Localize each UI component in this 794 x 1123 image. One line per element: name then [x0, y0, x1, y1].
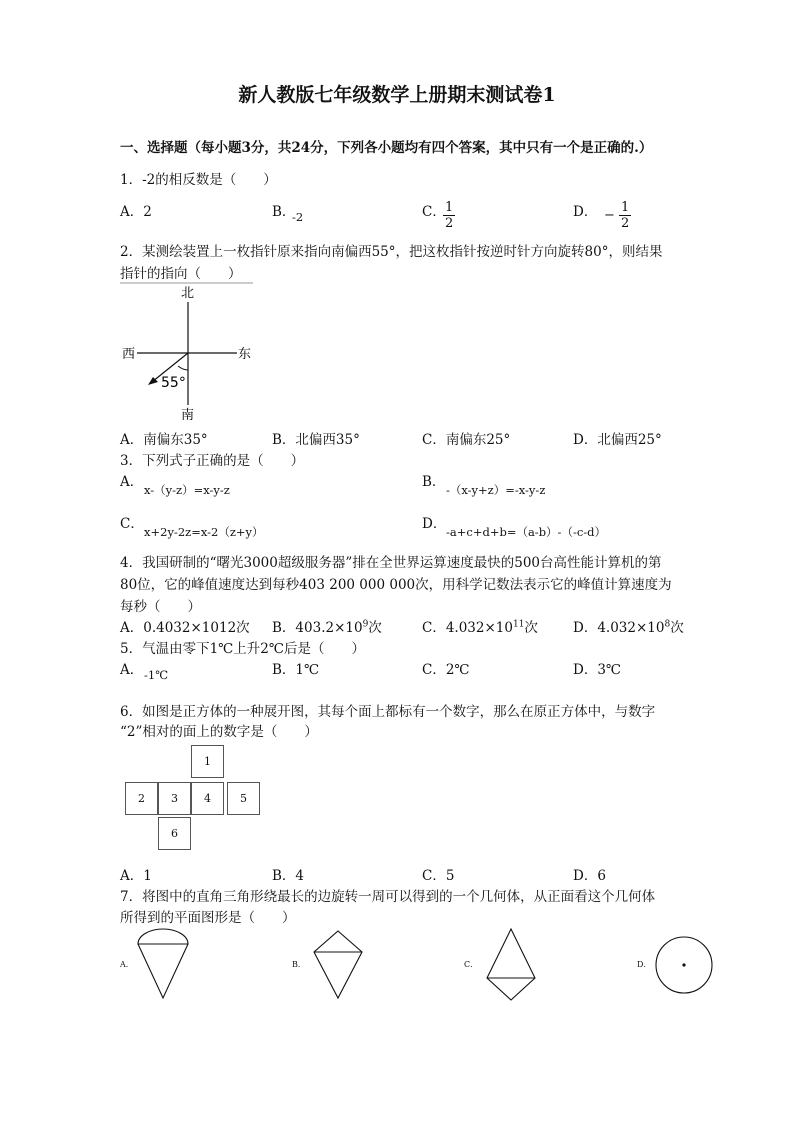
net-face-2: 2: [125, 782, 158, 815]
net-face-4: 4: [191, 782, 224, 815]
q3-option-a[interactable]: A．: [120, 474, 144, 490]
question-7-stem-line1: 7．将图中的直角三角形绕最长的边旋转一周可以得到的一个几何体，从正面看这个几何体: [120, 889, 656, 905]
option-label: A．: [120, 204, 144, 220]
q3-option-d-value: -a+c+d+b=（a-b）-（-c-d）: [446, 525, 607, 539]
option-unit: 次: [670, 620, 684, 636]
q3-option-b[interactable]: B．: [422, 474, 446, 490]
option-text: B．403.2×10: [272, 620, 363, 636]
q5-option-a-value: -1℃: [144, 668, 169, 682]
question-2-stem-line2: 指针的指向（ ）: [120, 266, 242, 282]
section-heading: 一、选择题（每小题3分，共24分，下列各小题均有四个答案，其中只有一个是正确的.）: [120, 140, 653, 156]
label-north: 北: [181, 286, 195, 301]
question-5-stem: 5．气温由零下1℃上升2℃后是（ ）: [120, 641, 365, 657]
question-7-stem-line2: 所得到的平面图形是（ ）: [120, 910, 296, 926]
page-title: 新人教版七年级数学上册期末测试卷1: [238, 84, 556, 106]
q3-option-c[interactable]: C．: [120, 516, 144, 532]
q1-option-a[interactable]: [120, 200, 152, 220]
q3-option-d[interactable]: D．: [422, 516, 447, 532]
exponent: 11: [512, 619, 525, 630]
center-dot: [682, 963, 685, 966]
net-face-6: 6: [158, 817, 191, 850]
q7-option-a[interactable]: A．: [120, 960, 134, 969]
label-angle: 55°: [161, 375, 186, 391]
q6-option-a[interactable]: A．1: [120, 868, 152, 884]
net-face-5: 5: [227, 782, 260, 815]
q5-option-a[interactable]: A．: [120, 662, 144, 678]
q7-option-b[interactable]: B．: [292, 960, 306, 969]
exponent: 9: [362, 619, 369, 630]
q1-option-d-fraction: [604, 200, 631, 231]
minus-sign: −: [604, 208, 615, 223]
question-1-stem: 1．-2的相反数是（ ）: [120, 172, 277, 188]
q1-option-b-value: -2: [292, 210, 304, 224]
compass-diagram: [115, 280, 260, 425]
option-unit: 次: [368, 620, 382, 636]
denominator: 2: [621, 216, 630, 231]
numerator: 1: [621, 200, 630, 215]
q6-option-c[interactable]: C．5: [422, 868, 455, 884]
q7-figure-a: [134, 928, 192, 1000]
q5-option-d[interactable]: D．3℃: [573, 662, 622, 678]
q2-option-a[interactable]: A．南偏东35°: [120, 432, 208, 448]
question-6-stem-line2: “2”相对的面上的数字是（ ）: [120, 724, 318, 740]
question-2-stem-line1: 2．某测绘装置上一枚指针原来指向南偏西55°，把这枚指针按逆时针方向旋转80°，则结果: [120, 244, 663, 260]
net-face-3: 3: [158, 782, 191, 815]
label-west: 西: [122, 347, 136, 362]
question-4-stem-line3: 每秒（ ）: [120, 599, 201, 615]
option-text: D．4.032×10: [573, 620, 665, 636]
q7-figure-d: [653, 934, 715, 996]
question-6-stem-line1: 6．如图是正方体的一种展开图，其每个面上都标有一个数字，那么在原正方体中，与数字: [120, 704, 656, 720]
option-text: C．4.032×10: [422, 620, 513, 636]
question-3-stem: 3．下列式子正确的是（ ）: [120, 453, 305, 469]
q3-option-a-value: x-（y-z）=x-y-z: [144, 483, 230, 497]
q2-option-b[interactable]: B．北偏西35°: [272, 432, 360, 448]
q3-option-b-value: -（x-y+z）=-x-y-z: [446, 483, 546, 497]
q6-option-b[interactable]: B．4: [272, 868, 305, 884]
q2-option-c[interactable]: C．南偏东25°: [422, 432, 511, 448]
question-4-stem-line2: 80位，它的峰值速度达到每秒403 200 000 000次，用科学记数法表示它的峰值计算速度为: [120, 577, 672, 593]
angle-arc: [178, 366, 188, 370]
denominator: 2: [445, 216, 454, 231]
q4-option-d[interactable]: [573, 616, 684, 636]
q4-option-c[interactable]: [422, 616, 538, 636]
label-south: 南: [181, 408, 195, 423]
kite-outline: [487, 929, 535, 1000]
q1-option-d[interactable]: [573, 200, 597, 220]
option-label: B．: [272, 204, 296, 220]
q7-option-c[interactable]: C．: [464, 960, 479, 969]
q1-option-c-fraction: [443, 200, 455, 231]
q2-option-d[interactable]: D．北偏西25°: [573, 432, 662, 448]
q7-option-d[interactable]: D．: [637, 960, 652, 969]
label-east: 东: [238, 347, 252, 362]
q4-option-b[interactable]: [272, 616, 382, 636]
kite-outline: [314, 931, 362, 998]
q3-option-c-value: x+2y-2z=x-2（z+y）: [144, 525, 264, 539]
option-value: 2: [143, 204, 152, 220]
q7-figure-c: [482, 926, 540, 1002]
q5-option-b[interactable]: B．1℃: [272, 662, 320, 678]
cone-body: [138, 944, 188, 998]
option-unit: 次: [524, 620, 538, 636]
net-face-1: 1: [191, 745, 224, 778]
q5-option-c[interactable]: C．2℃: [422, 662, 470, 678]
question-4-stem-line1: 4．我国研制的“曙光3000超级服务器”排在全世界运算速度最快的500台高性能计算机的第: [120, 555, 662, 571]
numerator: 1: [445, 200, 454, 215]
cube-net-figure: [125, 745, 265, 852]
q7-figure-b: [309, 928, 367, 1000]
q4-option-a[interactable]: A．0.4032×1012次: [120, 620, 250, 636]
q6-option-d[interactable]: D．6: [573, 868, 606, 884]
option-label: D．: [573, 204, 598, 220]
exponent: 8: [664, 619, 671, 630]
option-label: C．: [422, 204, 446, 220]
semicircle-cap: [138, 929, 188, 944]
